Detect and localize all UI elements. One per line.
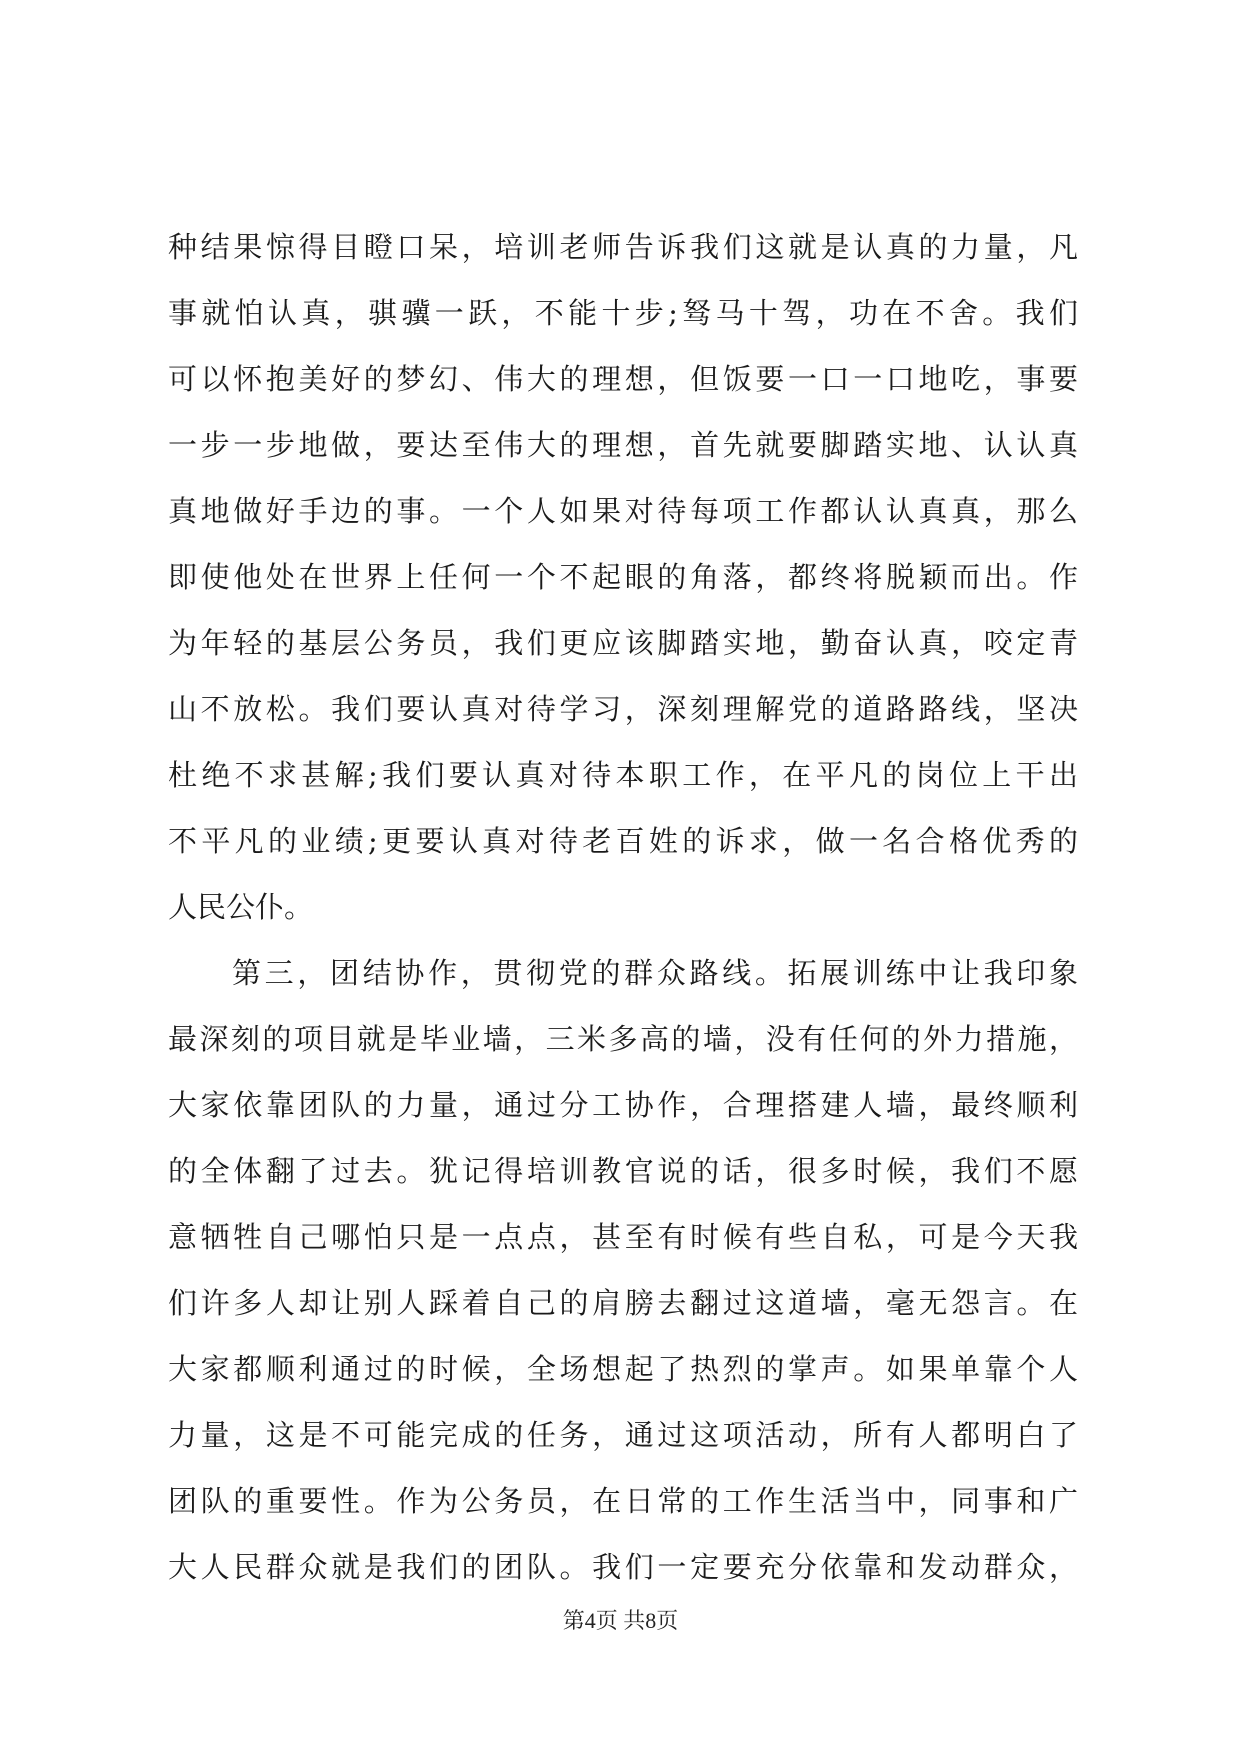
- text-line: 事就怕认真，骐骥一跃，不能十步;驽马十驾，功在不舍。我们: [168, 296, 1078, 330]
- paragraph-first-line: 第三，团结协作，贯彻党的群众路线。拓展训练中让我印象: [232, 956, 1078, 990]
- text-line: 山不放松。我们要认真对待学习，深刻理解党的道路路线，坚决: [168, 692, 1078, 726]
- text-line: 大家依靠团队的力量，通过分工协作，合理搭建人墙，最终顺利: [168, 1088, 1078, 1122]
- text-line: 们许多人却让别人踩着自己的肩膀去翻过这道墙，毫无怨言。在: [168, 1286, 1078, 1320]
- text-line: 一步一步地做，要达至伟大的理想，首先就要脚踏实地、认认真: [168, 428, 1078, 462]
- text-line: 不平凡的业绩;更要认真对待老百姓的诉求，做一名合格优秀的: [168, 824, 1078, 858]
- text-line: 大家都顺利通过的时候，全场想起了热烈的掌声。如果单靠个人: [168, 1352, 1078, 1386]
- page-number-footer: 第4页 共8页: [562, 1608, 679, 1633]
- text-line: 即使他处在世界上任何一个不起眼的角落，都终将脱颖而出。作: [168, 560, 1078, 594]
- text-line: 真地做好手边的事。一个人如果对待每项工作都认认真真，那么: [168, 494, 1078, 528]
- text-line: 人民公仆。: [168, 890, 314, 924]
- text-line: 为年轻的基层公务员，我们更应该脚踏实地，勤奋认真，咬定青: [168, 626, 1078, 660]
- text-line: 大人民群众就是我们的团队。我们一定要充分依靠和发动群众，: [168, 1550, 1078, 1584]
- text-line: 最深刻的项目就是毕业墙，三米多高的墙，没有任何的外力措施，: [168, 1022, 1078, 1056]
- text-line: 团队的重要性。作为公务员，在日常的工作生活当中，同事和广: [168, 1484, 1078, 1518]
- text-line: 杜绝不求甚解;我们要认真对待本职工作，在平凡的岗位上干出: [168, 758, 1078, 792]
- text-line: 意牺牲自己哪怕只是一点点，甚至有时候有些自私，可是今天我: [168, 1220, 1078, 1254]
- text-line: 的全体翻了过去。犹记得培训教官说的话，很多时候，我们不愿: [168, 1154, 1078, 1188]
- text-line: 力量，这是不可能完成的任务，通过这项活动，所有人都明白了: [168, 1418, 1078, 1452]
- text-line: 种结果惊得目瞪口呆，培训老师告诉我们这就是认真的力量，凡: [168, 230, 1078, 264]
- text-line: 可以怀抱美好的梦幻、伟大的理想，但饭要一口一口地吃，事要: [168, 362, 1078, 396]
